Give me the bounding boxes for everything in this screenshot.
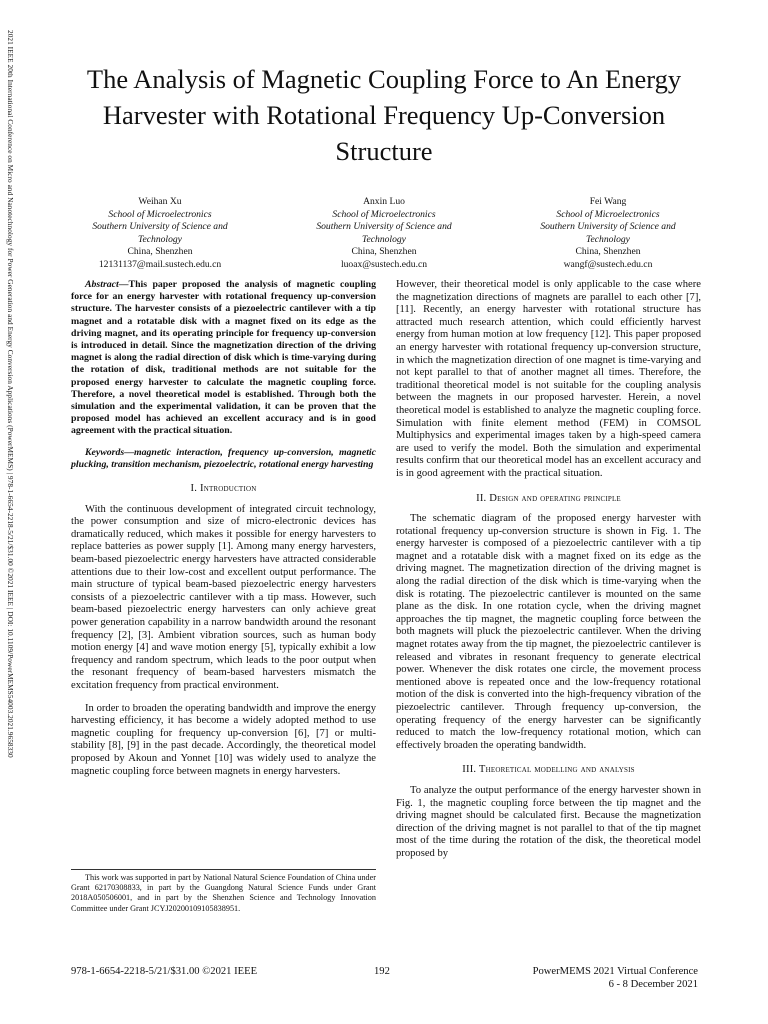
author-block [72, 196, 696, 272]
keywords [71, 447, 376, 471]
author-name: Anxin Luo [363, 196, 405, 207]
author-university: Southern University of Science and Technology [540, 221, 676, 245]
author-email[interactable]: 12131137@mail.sustech.edu.cn [98, 258, 222, 270]
doi-banner-text: 2021 IEEE 20th International Conference on Micro and Nanotechnology for Power Generation and Energy Conversion Applications (PowerMEMS) | 978-1-6654-2218-5/21/$31.00 ©2021 IEEE | DOI: 10.1109/PowerMEMS54003.2021.9658330 [6, 30, 15, 758]
section-heading-introduction: I. Introduction [190, 483, 257, 495]
abstract-label: Abstract— [85, 279, 129, 290]
author-card [72, 196, 248, 272]
paragraph: In order to broaden the operating bandwidth and improve the energy harvesting efficiency, it has become a widely adopted method to use magnetic coupling for frequency up-conversion [6], [7] or multi-stability [8], [9] in the past decade. Accordingly, the theoretical model proposed by Akoun and Yonnet [10] was widely used to analyze the magnetic coupling force between magnets in energy harvesters. [71, 702, 376, 777]
author-department: School of Microelectronics [556, 208, 660, 220]
keywords-text: magnetic interaction, frequency up-conversion, magnetic plucking, transition mechanism, piezoelectric, rotational energy harvesting [71, 446, 376, 470]
abstract [71, 279, 376, 438]
author-department: School of Microelectronics [332, 208, 436, 220]
author-city: China, Shenzhen [351, 246, 417, 258]
funding-footnote [71, 869, 376, 914]
abstract-text: This paper proposed the analysis of magnetic coupling force for an energy harvester with rotational frequency up-conversion structure. The harvester consists of a piezoelectric cantilever with a tip magnet and a rotatable disk with a magnet fixed on its edge as the driving magnet, and its operating principle for frequency up-conversion is introduced in detail. Since the magnetization direction of the driving magnet is along the radial direction of disk which is time-varying during the rotation of disk, traditional methods are not suitable for the proposed energy harvester to calculate the magnetic coupling force. Therefore, a novel theoretical model is established. Through both the simulation and the experimental validation, it can be proven that the proposed model has achieved an excellent accuracy and is in good agreement with the practical situation. [71, 279, 376, 437]
conference-dates: 6 - 8 December 2021 [608, 979, 698, 990]
paragraph: However, their theoretical model is only applicable to the case where the magnetization directions of magnets are parallel to each other [7], [11]. Recently, an energy harvester with rotational structure has attracted much research attention, which could efficiently harvest energy from human motion at low frequency [12]. This paper proposed an energy harvester with rotational frequency up-conversion structure, in which the magnetization direction of one magnet is time-varying and not kept parallel to that of another magnet all times. Therefore, the traditional theoretical model is not suitable for the coupling analysis between the magnets in our proposed harvester. Herein, a novel theoretical model is established to analyze the magnetic coupling force. Simulation with finite element method (FEM) in COMSOL Multiphysics and experimental images taken by a high-speed camera are used to verify the model. Both the simulation and experimental results confirm that our theoretical model has an excellent accuracy and is in good agreement with the practical situation. [396, 279, 701, 479]
author-email[interactable]: luoax@sustech.edu.cn [340, 258, 428, 270]
author-name: Weihan Xu [138, 196, 182, 207]
author-card [296, 196, 472, 272]
conference-name: PowerMEMS 2021 Virtual Conference [532, 966, 698, 977]
footer-conference [533, 965, 698, 991]
right-column [396, 279, 701, 861]
side-banner [3, 30, 17, 1000]
author-card [520, 196, 696, 272]
paragraph: To analyze the output performance of the energy harvester shown in Fig. 1, the magnetic coupling force between the tip magnet and the driving magnet should be calculated first. Because the magnetization direction of the driving magnet is not parallel to that of the tip magnet most of the time during the rotation of the disk, the theoretical model proposed by [396, 784, 701, 859]
page-number: 192 [374, 966, 390, 977]
left-column [71, 279, 376, 778]
section-heading-theory: III. Theoretical modelling and analysis [462, 764, 635, 776]
paragraph: The schematic diagram of the proposed energy harvester with rotational frequency up-conversion structure is shown in Fig. 1. The energy harvester is composed of a piezoelectric cantilever with a tip magnet and a rotatable disk with a magnet fixed on its edge as the driving magnet. The magnetization direction of the driving magnet is along the radial direction of the disk which is time-varying when the disk is rotating. The piezoelectric cantilever is mounted on the same plane as the disk. In one rotation cycle, when the driving magnet approaches the tip magnet, the magnetic coupling force between the both magnets will pluck the piezoelectric cantilever. When the driving magnet rotates away from the tip magnet, the piezoelectric cantilever is released and vibrates in resonant frequency to generate electrical power. Whenever the disk rotates one circle, the movement process mentioned above is repeated once and the low-frequency rotational motion of the disk is converted into the high-frequency vibration of the piezoelectric cantilever. Through frequency up-conversion, the operating frequency of the energy harvester can be significantly reduced to match the low-frequency rotational motion, which can effectively broaden the operating bandwidth. [396, 513, 701, 751]
author-department: School of Microelectronics [108, 208, 212, 220]
paragraph: With the continuous development of integrated circuit technology, the power consumption and size of micro-electronic devices has dramatically reduced, which makes it possible for energy harvesters to replace batteries as power supply [1]. Among many energy harvesters, beam-based piezoelectric energy harvesters have attracted considerable attentions due to their low-cost and excellent output performance. The main structure of typical beam-based piezoelectric energy harvesters consists of a piezoelectric cantilever with a tip mass. However, such beam-based piezoelectric energy harvesters can only achieve great power generation capability in a narrow bandwidth around the resonant frequency [2], [3]. Ambient vibration sources, such as human body motion energy [4] and wave motion energy [5], typically exhibit a low frequency and random spectrum, which leads to the poor output when the resonant frequency of beam-based harvesters mismatch the excitation frequency from practical environment. [71, 503, 376, 691]
section-heading-design: II. Design and operating principle [476, 492, 621, 504]
footnote-text: This work was supported in part by National Natural Science Foundation of China under Grant 62170308833, in part by the Guangdong Natural Science Funds under Grant 2018A050506001, and in part by the Shenzhen Science and Technology Innovation Committee under Grant JCYJ20200109105838951. [71, 873, 376, 913]
author-university: Southern University of Science and Technology [316, 221, 452, 245]
author-city: China, Shenzhen [127, 246, 193, 258]
author-email[interactable]: wangf@sustech.edu.cn [563, 258, 653, 270]
author-university: Southern University of Science and Technology [92, 221, 228, 245]
author-name: Fei Wang [589, 196, 627, 207]
author-city: China, Shenzhen [575, 246, 641, 258]
keywords-label: Keywords— [85, 446, 134, 458]
footer-copyright: 978-1-6654-2218-5/21/$31.00 ©2021 IEEE [71, 966, 258, 977]
paper-title: The Analysis of Magnetic Coupling Force to An Energy Harvester with Rotational Frequency Up-Conversion Structure [86, 64, 682, 166]
